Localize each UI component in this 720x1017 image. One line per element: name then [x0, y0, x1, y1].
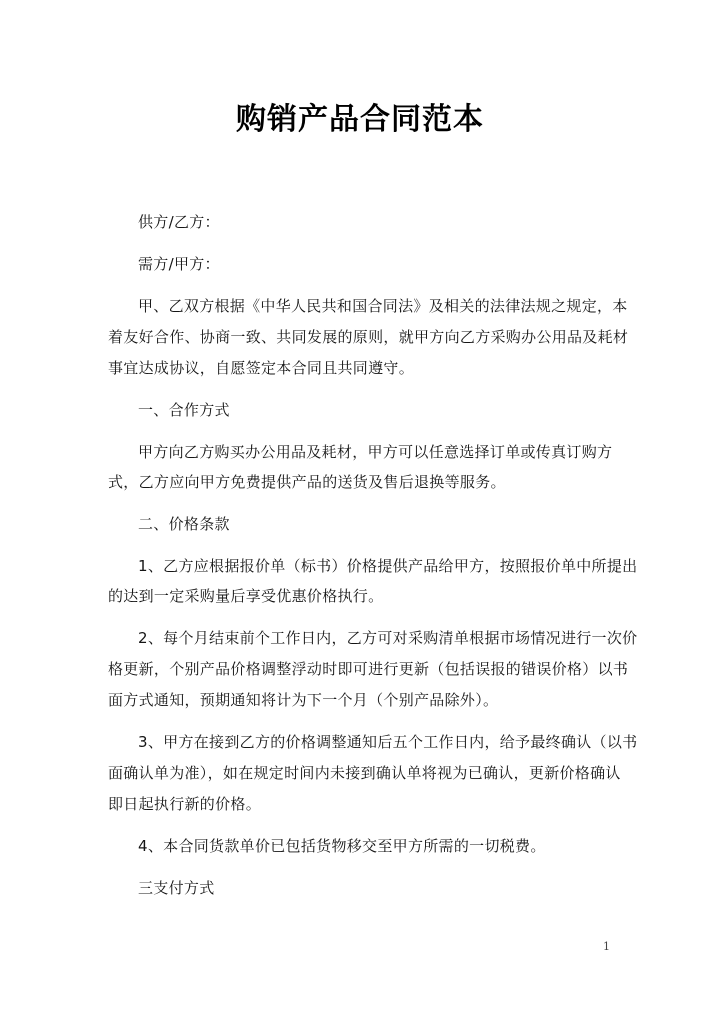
preamble-line: 甲、乙双方根据《中华人民共和国合同法》及相关的法律法规之规定，本: [138, 297, 628, 315]
preamble-line: 事宜达成协议，自愿签定本合同且共同遵守。: [108, 359, 415, 377]
clause-line: 3、甲方在接到乙方的价格调整通知后五个工作日内，给予最终确认（以书: [138, 733, 638, 751]
clause-line: 面方式通知，预期通知将计为下一个月（个别产品除外）。: [108, 691, 499, 709]
section-heading-cooperation: 一、合作方式: [138, 401, 230, 419]
clause-line: 2、每个月结束前个工作日内，乙方可对采购清单根据市场情况进行一次价: [138, 629, 638, 647]
clause-line: 面确认单为准），如在规定时间内未接到确认单将视为已确认，更新价格确认: [108, 764, 621, 782]
paragraph-line: 甲方向乙方购买办公用品及耗材，甲方可以任意选择订单或传真订购方: [138, 443, 613, 461]
document-title: 购销产品合同范本: [236, 102, 484, 137]
clause-line: 格更新，个别产品价格调整浮动时即可进行更新（包括误报的错误价格）以书: [108, 660, 629, 678]
paragraph-line: 式，乙方应向甲方免费提供产品的送货及售后退换等服务。: [108, 473, 506, 491]
preamble-line: 着友好合作、协商一致、共同发展的原则，就甲方向乙方采购办公用品及耗材: [108, 328, 629, 346]
section-heading-price: 二、价格条款: [138, 515, 230, 533]
clause-line: 4、本合同货款单价已包括货物移交至甲方所需的一切税费。: [138, 837, 546, 855]
supplier-label: 供方/乙方：: [138, 213, 220, 231]
clause-line: 1、乙方应根据报价单（标书）价格提供产品给甲方，按照报价单中所提出: [138, 557, 638, 575]
section-heading-payment: 三支付方式: [138, 879, 215, 897]
page-number: 1: [603, 940, 610, 953]
clause-line: 即日起执行新的价格。: [108, 795, 262, 813]
clause-line: 的达到一定采购量后享受优惠价格执行。: [108, 587, 384, 605]
buyer-label: 需方/甲方：: [138, 255, 220, 273]
